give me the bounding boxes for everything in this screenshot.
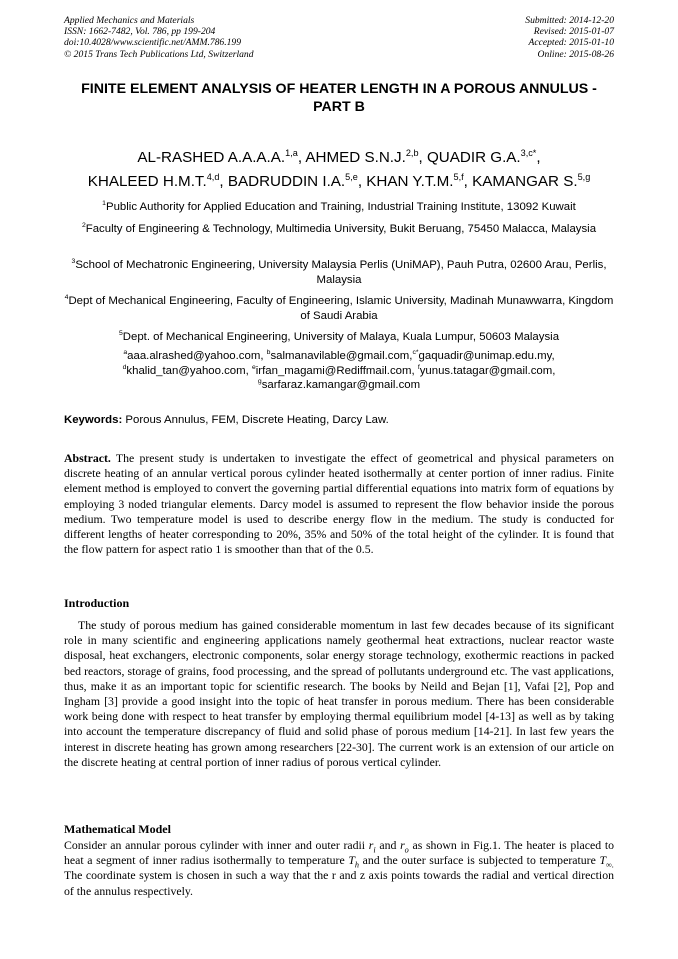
introduction-heading: Introduction [64,596,130,610]
copyright: © 2015 Trans Tech Publications Ltd, Switzerland [64,48,254,60]
email-link[interactable]: khalid_tan@yahoo.com, [126,364,252,377]
email-line-2 [64,364,614,379]
subscript-i: i [373,845,376,855]
affiliation [64,294,614,324]
email-sup: d [122,363,127,371]
author-name: KHAN Y.T.M. [366,173,454,190]
email-link[interactable]: sarfaraz.kamangar@gmail.com [261,379,421,391]
affiliation [64,258,614,288]
affiliation-text: Dept of Mechanical Engineering, Faculty of Engineering, Islamic University, Madinah Munawwarra, Kingdom of Saudi Arabia [68,295,614,322]
affiliation-sup: 4 [64,294,69,302]
author-name: KHALEED H.M.T. [87,173,207,190]
doi: doi:10.4028/www.scientific.net/AMM.786.199 [64,37,242,49]
affiliation-sup: 3 [71,258,76,266]
author-name: KAMANGAR S. [472,173,578,190]
journal-header-left [64,15,254,60]
math-text: as shown in Fig.1. The heater is placed to heat a segment of inner radius isothermally to temperature [64,838,615,868]
affiliation-sup: 5 [118,330,123,338]
affiliation-text: Dept. of Mechanical Engineering, University of Malaya, Kuala Lumpur, 50603 Malaysia [122,331,560,343]
math-model-paragraph [64,838,614,899]
author-list [40,146,638,194]
author-sup: 1,a [285,147,298,158]
email-link[interactable]: salmanavilable@gmail.com, [270,350,413,362]
inner-radius-symbol [368,838,376,855]
affiliation-sup: 1 [102,200,106,208]
author-line-1: AL-RASHED A.A.A.A.$^{1,a}$, AHMED S.N.J.$^{2,b}$, QUADIR G.A.$^{3,c*}$, [137,147,541,166]
author-sup: 3,c* [520,147,537,158]
symbol-T: T [599,853,607,868]
author-name: AL-RASHED A.A.A.A. [137,149,286,166]
author-name: QUADIR G.A. [426,149,521,166]
math-text: Consider an annular porous cylinder with inner and outer radii [64,838,369,852]
email-list [64,349,614,393]
author-line-2: KHALEED H.M.T.$^{4,d}$, BADRUDDIN I.A.$^{5,e}$, KHAN Y.T.M.$^{5,f}$, KAMANGAR S.$^{5,g}$ [87,171,591,190]
email-line-3 [64,378,614,393]
heater-temperature-symbol [348,853,360,870]
submitted-date: Submitted: 2014-12-20 [525,15,614,26]
email-sup: a [123,349,128,357]
abstract-text: The present study is undertaken to investigate the effect of geometrical and physical parameters on discrete heating of an annular vertical porous cylinder heated isothermally at center portion of inner radius. Finite element method is employed to convert the governing partial differential equations into matrix form of equations by employing 3 noded triangular elements. Darcy model is assumed to represent the flow behavior inside the porous medium. Two temperature model is used to describe energy flow in the medium. The study is conducted for different lengths of heater corresponding to 20%, 35% and 50% of the total height of the cylinder. It is found that the flow pattern for aspect ratio 1 is smoother than that of the 0.5. [64,451,614,557]
email-link[interactable]: gaquadir@unimap.edu.my, [418,350,555,362]
email-line-1 [64,349,614,364]
affiliation [64,222,614,237]
paper-title: FINITE ELEMENT ANALYSIS OF HEATER LENGTH IN A POROUS ANNULUS - PART B [81,81,597,115]
author-name: BADRUDDIN I.A. [227,173,346,190]
math-text: The coordinate system is chosen in such a way that the r and z axis points towards the radial and vertical direction of the annulus respectively. [64,868,614,898]
keywords [64,413,614,428]
math-text: and the outer surface is subjected to temperature [359,853,600,868]
email-link[interactable]: yunus.tatagar@gmail.com, [419,364,556,377]
affiliation [64,200,614,215]
subscript-h: h [354,860,360,870]
affiliation-sup: 2 [81,222,86,230]
abstract-label: Abstract. [64,451,111,465]
introduction-paragraph: The study of porous medium has gained considerable momentum in last few decades because of its significant role in many scientific and engineering applications namely geothermal heat extractions, nuclear reactor waste disposal, heat exchangers, electronic components, solar energy storage technology, exothermic reactions in packed bed reactors, storage of grains, food processing, and the spread of pollutants underground etc. The vast applications, thus, make it as an important topic for scientific research. The books by Neild and Bejan [1], Vafai [2], Pop and Ingham [3] provide a good insight into the topic of heat transfer in porous medium. There has been considerable work being done with respect to heat transfer by employing thermal equilibrium model [4-13] as well as by taking into account the temperature discrepancy of fluid and solid phase of porous medium [14-21]. In last few years the interest in discrete heating has grown among researchers [22-30]. The current work is an extension of our article on the discrete heating at central portion of inner radius of porous vertical cylinder. [64,618,614,769]
affiliation-text: Faculty of Engineering & Technology, Multimedia University, Bukit Beruang, 75450 Malacca, Malaysia [85,223,597,235]
author-sup: 5,f [453,171,464,182]
revised-date: Revised: 2015-01-07 [533,26,614,38]
author-sup: 4,d [206,171,220,182]
email-sup: c* [412,349,419,357]
author-sup: 5,g [577,171,591,182]
keywords-text: Porous Annulus, FEM, Discrete Heating, Darcy Law. [122,414,389,426]
email-sup: b [266,349,271,357]
outer-radius-symbol [400,838,409,855]
author-sup: 5,e [345,171,358,182]
math-text: and [375,838,401,852]
email-link[interactable]: irfan_magami@Rediffmail.com, [255,364,418,377]
journal-name: Applied Mechanics and Materials [64,15,195,26]
email-link[interactable]: aaa.alrashed@yahoo.com, [127,350,267,362]
abstract [64,451,614,557]
affiliation [64,330,614,345]
keywords-label: Keywords: [64,414,123,426]
symbol-T: T [348,853,355,868]
subscript-o: o [404,845,409,855]
symbol-r: r [368,838,374,852]
email-sup: f [417,363,420,371]
online-date: Online: 2015-08-26 [537,48,614,60]
affiliation-text: School of Mechatronic Engineering, University Malaysia Perlis (UniMAP), Pauh Putra, 02600 Arau, Perlis, Malaysia [75,259,607,286]
author-name: AHMED S.N.J. [305,149,406,166]
ambient-temperature-symbol [599,853,614,870]
email-sup: e [251,363,256,371]
affiliation-text: Public Authority for Applied Education and Training, Industrial Training Institute, 13092 Kuwait [105,201,576,213]
subscript-infinity: ∞. [606,860,614,870]
email-sup: g [257,378,262,386]
accepted-date: Accepted: 2015-01-10 [528,37,614,49]
issn: ISSN: 1662-7482, Vol. 786, pp 199-204 [64,26,216,38]
author-sup: 2,b [405,147,419,158]
journal-header-right [525,15,614,60]
symbol-r: r [400,838,405,852]
math-model-heading: Mathematical Model [64,822,171,836]
